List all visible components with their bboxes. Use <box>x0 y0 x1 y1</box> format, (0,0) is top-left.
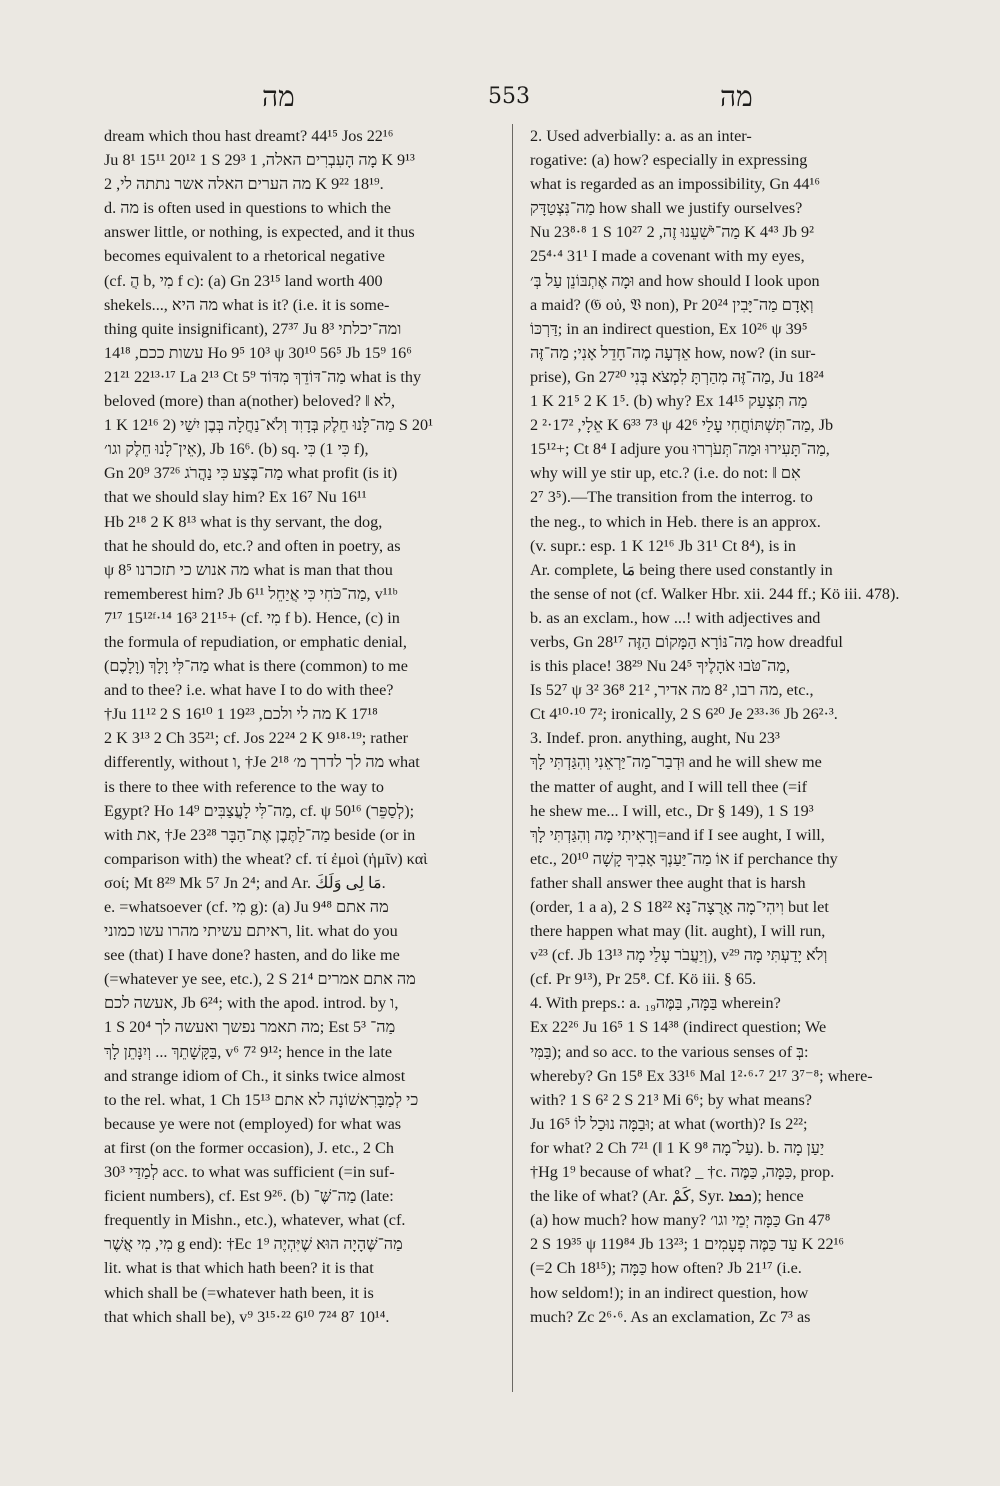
text-line: 1 S 20⁴ מה תאמר נפשך ואעשה לך; Est 5³ מַה־ <box>104 1018 396 1037</box>
text-line: ficient numbers), cf. Est 9²⁶. (b) מַה־שֶּׁ־ (late: <box>104 1187 394 1206</box>
left-headword: מה <box>262 80 295 113</box>
text-line: he shew me... I will, etc., Dr § 149), 1 S 19³ <box>530 801 814 820</box>
text-line: עשות ככם, 14¹⁸ Ho 9⁵ 10³ ψ 30¹⁰ 56⁵ Jb 15⁹ 16⁶ <box>104 343 412 362</box>
text-line: which shall be (=whatever hath been, it is <box>104 1283 374 1302</box>
text-line: with? 1 S 6² 2 S 21³ Mi 6⁶; by what means? <box>530 1090 812 1109</box>
text-line: 1 K 21⁵ 2 K 1⁵. (b) why? Ex 14¹⁵ מַה תִּצְעַק <box>530 392 808 411</box>
text-line: 15¹²+; Ct 8⁴ I adjure you מַה־תָּעִירוּ וּמַה־תְּעֹרְרוּ, <box>530 440 830 459</box>
text-line: rememberest him? Jb 6¹¹ מַה־כֹּחִי כִּי אֲיַחֵל, v¹¹ᵇ <box>104 584 398 603</box>
text-line: †Hg 1⁹ because of what? _ †c. כַּמָּה, כַּמֶּה, prop. <box>530 1163 835 1182</box>
left-column <box>104 124 504 1329</box>
text-line: 21²¹ 22¹³·¹⁷ La 2¹³ Ct 5⁹ מַה־דּוֹדֵךְ מִדּוֹד what is thy <box>104 367 422 386</box>
text-line: frequently in Mishn., etc.), whatever, what (cf. <box>104 1211 406 1230</box>
text-line: dream which thou hast dreamt? 44¹⁵ Jos 22¹⁶ <box>104 127 394 145</box>
text-line: there happen what may (lit. aught), I will run, <box>530 922 826 941</box>
text-line: verbs, Gn 28¹⁷ מַה־נּוֹרָא הַמָּקוֹם הַזֶּה how dreadful <box>530 632 843 651</box>
text-line: lit. what is that which hath been? it is that <box>104 1259 374 1278</box>
text-line: the like of what? (Ar. كَمْ, Syr. ܟܡܐ); hence <box>530 1187 804 1206</box>
text-line: (=2 Ch 18¹⁵); כַּמָּה how often? Jb 21¹⁷ (i.e. <box>530 1259 802 1278</box>
text-line: וּדְבַר־מַה־יַּרְאֵנִי וְהִגַּדְתִּי לָךְ and he will shew me <box>530 753 822 772</box>
text-line: that we should slay him? Ex 16⁷ Nu 16¹¹ <box>104 488 367 507</box>
text-line: אעשה לכם, Jb 6²⁴; with the apod. introd. by ו, <box>104 994 399 1013</box>
right-headword: מה <box>720 80 753 113</box>
text-line: Is 52⁷ ψ 3² מה רבו, 8² מה אדיר, 21² 36⁸, etc., <box>530 681 814 700</box>
text-line: that he should do, etc.? and often in poetry, as <box>104 536 401 555</box>
text-line: the matter of aught, and I will tell thee (=if <box>530 777 808 796</box>
text-line: (=whatever ye see, etc.), 2 S 21⁴ מה אתם אמרים <box>104 970 416 989</box>
text-line: (v. supr.: esp. 1 K 12¹⁶ Jb 31¹ Ct 8⁴), is in <box>530 536 796 555</box>
text-line: the sense of not (cf. Walker Hbr. xii. 244 ff.; Kö iii. 478). <box>530 584 900 603</box>
text-line: and strange idiom of Ch., it sinks twice almost <box>104 1066 406 1085</box>
text-line: Ex 22²⁶ Ju 16⁵ 1 S 14³⁸ (indirect question; We <box>530 1018 827 1037</box>
text-line: בַּקָּשָׁתֵךְ ... וְיִנָּתֵן לָךְ, v⁶ 7² 9¹²; hence in the late <box>104 1042 393 1061</box>
text-line: to the rel. what, 1 Ch 15¹³ כי לְמַבָּרִאשׁוֹנָה לא אתם <box>104 1090 419 1109</box>
text-line: Ju 16⁵ וּבַמָּה נוּכַל לוֹ; at what (worth)? Is 2²²; <box>530 1114 808 1133</box>
text-line: because ye were not (employed) for what was <box>104 1114 402 1133</box>
text-line: מַה־נִּצְטַדָּק how shall we justify ourselves? <box>530 199 803 218</box>
text-line: וּמָה אֶתְבּוֹנֵן עַל בְּ׳ and how should I look upon <box>530 271 820 290</box>
text-line: for what? 2 Ch 7²¹ (‖ 1 K 9⁸ עַל־מָה). b. יַעַן מָה <box>530 1138 825 1157</box>
text-line: whereby? Gn 15⁸ Ex 33¹⁶ Mal 1²·⁶·⁷ 2¹⁷ 3⁷⁻⁸; where- <box>530 1066 873 1085</box>
text-line: Ar. complete, مَا being there used constantly in <box>530 560 833 579</box>
text-line: Egypt? Ho 14⁹ מַה־לִּי לָעֲצַבִּים, cf. ψ 50¹⁶ (לְסַפֵּר); <box>104 801 415 820</box>
text-line: v²³ (cf. Jb 13¹³ וְיַעֲבֹר עָלַי מָה), v²⁹ וְלֹא יָדַעְתִּי מָה <box>530 946 828 965</box>
text-line: and to thee? i.e. what have I to do with thee? <box>104 681 394 700</box>
text-line: is this place! 38²⁹ Nu 24⁵ מַה־טֹּבוּ אֹהָלֶיךָ, <box>530 657 791 676</box>
text-line: דַּרְכּוֹ; in an indirect question, Ex 10²⁶ ψ 39⁵ <box>530 319 808 338</box>
text-line: Ju 8¹ 15¹¹ 20¹² 1 S 29³ מָה הָעִבְרִים האלה, 1 K 9¹³ <box>104 151 415 170</box>
text-line: Nu 23⁸·⁸ 1 S 10²⁷ מַה־יֹּשִׁעֵנוּ זֶה, 2 K 4⁴³ Jb 9² <box>530 223 814 242</box>
text-line: the neg., to which in Heb. there is an approx. <box>530 512 821 531</box>
text-line: (cf. הֲ b, מִי f c): (a) Gn 23¹⁵ land worth 400 <box>104 271 383 290</box>
text-line: becomes equivalent to a rhetorical negative <box>104 247 385 266</box>
text-line: ראיתם עשיתי מהרו עשו כמוני, lit. what do you <box>104 922 398 941</box>
text-line: that which shall be), v⁹ 3¹⁵·²² 6¹⁰ 7²⁴ 8⁷ 10¹⁴. <box>104 1307 390 1326</box>
text-line: אֵדְעָה מֶה־חָדֵל אָנִי; מַה־זֶּה how, now? (in sur- <box>530 343 816 362</box>
text-line: 7¹⁷ 15¹²ᶠ·¹⁴ 16³ 21¹⁵+ (cf. מִי f b). Hence, (c) in <box>104 608 400 627</box>
text-line: 2. Used adverbially: a. as an inter- <box>530 127 752 145</box>
text-line: בַּמִּי); and so acc. to the various senses of בְּ: <box>530 1042 809 1061</box>
text-line: †Ju 11¹² 2 S 16¹⁰ מה לי ולכם, 19²³ 1 K 17¹⁸ <box>104 705 378 724</box>
text-line: Ct 4¹⁰·¹⁰ 7²; ironically, 2 S 6²⁰ Je 2³³·³⁶ Jb 26²·³. <box>530 705 838 724</box>
text-line: answer little, or nothing, is expected, and it thus <box>104 223 415 242</box>
text-line: thing quite insignificant), 27³⁷ Ju 8³ ומה־יכלתי <box>104 319 402 338</box>
text-line: a maid? (𝔊 οὐ, 𝔙 non), Pr 20²⁴ וְאָדָם מַה־יָּבִין <box>530 295 814 314</box>
text-line: rogative: (a) how? especially in expressing <box>530 151 808 170</box>
column-divider <box>512 124 513 1392</box>
text-line: Hb 2¹⁸ 2 K 8¹³ what is thy servant, the dog, <box>104 512 383 531</box>
text-line: the formula of repudiation, or emphatic denial, <box>104 632 407 651</box>
text-line: 25⁴·⁴ 31¹ I made a covenant with my eyes, <box>530 247 805 266</box>
text-line: ψ 8⁵ מה אנוש כי תזכרנו what is man that thou <box>104 560 393 579</box>
right-column <box>530 124 930 1329</box>
text-line: comparison with) the wheat? cf. τί ἐμοὶ (ἡμῖν) καὶ <box>104 849 428 868</box>
text-line: מַה־לִּי וָלָךְ (וָלָכֶם) what is there (common) to me <box>104 657 408 676</box>
text-line: Gn 20⁹ 37²⁶ מַה־בֶּצַע כִּי נַהֲרֹג what profit (is it) <box>104 464 398 483</box>
text-line: why will ye stir up, etc.? (i.e. do not: ‖ אִם <box>530 464 801 483</box>
text-line: e. =whatsoever (cf. מִי g): (a) Ju 9⁴⁸ מה אתם <box>104 898 389 916</box>
text-line: וְרָאִיתִי מָה וְהִגַּדְתִּי לָךְ=and if I see aught, I will, <box>530 825 825 844</box>
text-line: beloved (more) than a(nother) beloved? ‖ לא, <box>104 392 396 411</box>
text-line: אֵלָי, 17²·² 2 K 6³³ 7³ ψ 42⁶ מַה־תִּשְׁתּוֹחֲחִי עָלַי, Jb <box>530 416 834 435</box>
text-line: 2⁷ 3⁵).—The transition from the interrog. to <box>530 488 813 507</box>
text-line: אֵין־לָנוּ חֵלֶק וגו׳), Jb 16⁶. (b) sq. כִּי (כִּי 1 f), <box>104 440 369 459</box>
text-line: see (that) I have done? hasten, and do like me <box>104 946 400 965</box>
text-line: etc., 20¹⁰ אוֹ מַה־יַּעַנְךָ אָבִיךָ קָשָׁה if perchance thy <box>530 849 838 868</box>
page-header <box>0 80 1000 120</box>
text-line: 2 S 19³⁵ ψ 119⁸⁴ Jb 13²³; עַד כַּמֶּה פְעָמִים 1 K 22¹⁶ <box>530 1235 845 1254</box>
text-line: 30³ לְמַדַּי acc. to what was sufficient (=in suf- <box>104 1163 395 1182</box>
text-line: how seldom!); in an indirect question, how <box>530 1283 809 1302</box>
text-line: 4. With preps.: a. בַּמָּה, בַּמֶּה₁₉ wherein? <box>530 994 781 1013</box>
text-line: 1 K 12¹⁶ מַה־לָּנוּ חֵלֶק בְּדָוִד וְלֹא־נַחֲלָה בְּבֶן יִשַׁי (2 S 20¹ <box>104 416 433 435</box>
text-line: father shall answer thee aught that is harsh <box>530 873 806 892</box>
text-line: 3. Indef. pron. anything, aught, Nu 23³ <box>530 729 780 748</box>
text-line: what is regarded as an impossibility, Gn 44¹⁶ <box>530 175 820 194</box>
text-line: shekels..., מה היא what is it? (i.e. it is some- <box>104 295 390 314</box>
text-line: is there to thee with reference to the way to <box>104 777 385 796</box>
text-line: 2 K 3¹³ 2 Ch 35²¹; cf. Jos 22²⁴ 2 K 9¹⁸·¹⁹; rather <box>104 729 409 748</box>
text-line: differently, without ו, †Je 2¹⁸ מה לך לדרך מ׳ what <box>104 753 420 772</box>
text-line: much? Zc 2⁶·⁶. As an exclamation, Zc 7³ as <box>530 1307 811 1326</box>
page-number: 553 <box>488 84 530 109</box>
text-line: with את, †Je 23²⁸ מַה־לַתֶּבֶן אֶת־הַבָּר beside (or in <box>104 825 416 844</box>
text-line: b. as an exclam., how ...! with adjectives and <box>530 608 821 627</box>
text-line: prise), Gn 27²⁰ מַה־זֶּה מִהַרְתָּ לִמְצֹא בְּנִי, Ju 18²⁴ <box>530 367 825 386</box>
text-line: (cf. Pr 9¹³), Pr 25⁸. Cf. Kö iii. § 65. <box>530 970 757 989</box>
text-line: מִי, מִי אֲשֶׁר g end): †Ec 1⁹ מַה־שֶּׁהָיָה הוּא שֶׁיִּהְיֶה <box>104 1235 403 1254</box>
text-line: מה הערים האלה אשר נתתה לי, 2 K 9²² 18¹⁹. <box>104 175 384 194</box>
text-line: σοί; Mt 8²⁹ Mk 5⁷ Jn 2⁴; and Ar. مَا لِى وَلَكَ. <box>104 873 386 892</box>
text-line: d. מה is often used in questions to which the <box>104 199 391 218</box>
text-line: at first (on the former occasion), J. etc., 2 Ch <box>104 1138 394 1157</box>
text-line: (order, 1 a a), 2 S 18²² וִיהִי־מָה אָרֻצָה־נָּא but let <box>530 898 829 916</box>
text-line: (a) how much? how many? כַּמָּה יְמֵי וגו׳ Gn 47⁸ <box>530 1211 831 1230</box>
